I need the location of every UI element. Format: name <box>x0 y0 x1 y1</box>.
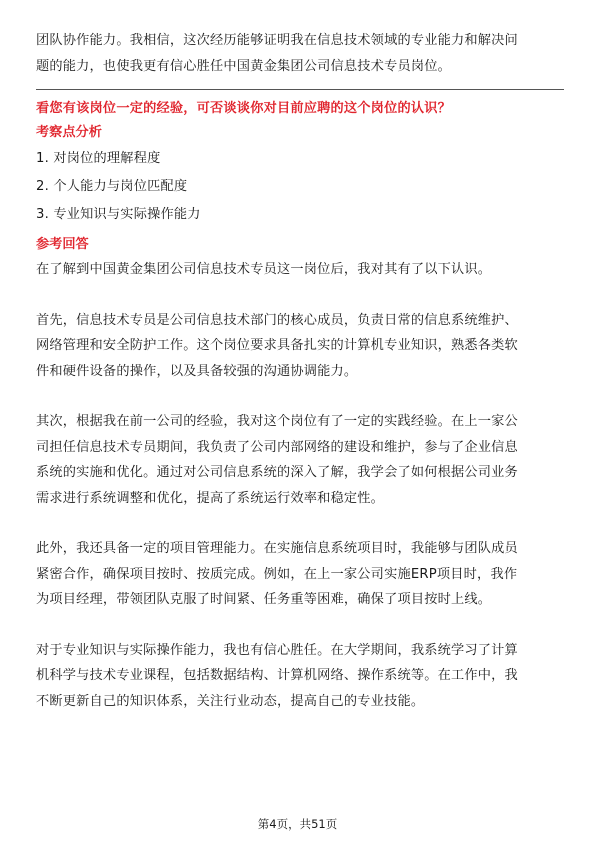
paragraph-line: 题的能力，也使我更有信心胜任中国黄金集团公司信息技术专员岗位。 <box>36 58 452 74</box>
answer-paragraph-3 <box>36 409 564 511</box>
page-number-footer: 第4页，共51页 <box>257 817 338 831</box>
paragraph-line: 系统的实施和优化。通过对公司信息系统的深入了解，我学会了如何根据公司业务 <box>36 465 518 480</box>
paragraph-gap <box>36 613 564 638</box>
paragraph-line: 在了解到中国黄金集团公司信息技术专员这一岗位后，我对其有了以下认识。 <box>36 262 492 277</box>
paragraph-line: 此外，我还具备一定的项目管理能力。在实施信息系统项目时，我能够与团队成员 <box>36 541 518 556</box>
list-item: 2. 个人能力与岗位匹配度 <box>36 179 188 194</box>
analysis-list <box>36 145 564 229</box>
answer-paragraph-5 <box>36 638 564 715</box>
paragraph-gap <box>36 384 564 409</box>
paragraph-gap <box>36 283 564 308</box>
paragraph-line: 对于专业知识与实际操作能力，我也有信心胜任。在大学期间，我系统学习了计算 <box>36 642 518 658</box>
question-heading: 看您有该岗位一定的经验，可否谈谈你对目前应聘的这个岗位的认识？ <box>36 101 452 116</box>
paragraph-gap <box>36 511 564 536</box>
paragraph-line: 不断更新自己的知识体系，关注行业动态，提高自己的专业技能。 <box>36 693 425 709</box>
list-item: 3. 专业知识与实际操作能力 <box>36 207 201 222</box>
answer-paragraph-1 <box>36 257 564 283</box>
answer-paragraph-2 <box>36 308 564 385</box>
answer-heading: 参考回答 <box>36 237 89 252</box>
paragraph-line: 件和硬件设备的操作，以及具备较强的沟通协调能力。 <box>36 363 358 379</box>
paragraph-line: 需求进行系统调整和优化，提高了系统运行效率和稳定性。 <box>36 490 385 506</box>
paragraph-line: 紧密合作，确保项目按时、按质完成。例如，在上一家公司实施ERP项目时，我作 <box>36 566 518 582</box>
top-paragraph <box>36 28 564 79</box>
answer-paragraph-4 <box>36 536 564 613</box>
paragraph-line: 为项目经理，带领团队克服了时间紧、任务重等困难，确保了项目按时上线。 <box>36 592 492 607</box>
list-item: 1. 对岗位的理解程度 <box>36 151 161 166</box>
paragraph-line: 机科学与技术专业课程，包括数据结构、计算机网络、操作系统等。在工作中，我 <box>36 668 518 683</box>
paragraph-line: 其次，根据我在前一公司的经验，我对这个岗位有了一定的实践经验。在上一家公 <box>36 414 518 429</box>
paragraph-line: 网络管理和安全防护工作。这个岗位要求具备扎实的计算机专业知识，熟悉各类软 <box>36 338 518 353</box>
paragraph-line: 司担任信息技术专员期间，我负责了公司内部网络的建设和维护，参与了企业信息 <box>36 439 518 455</box>
paragraph-line: 首先，信息技术专员是公司信息技术部门的核心成员，负责日常的信息系统维护、 <box>36 312 518 328</box>
section-divider <box>36 89 564 90</box>
analysis-heading: 考察点分析 <box>36 125 102 140</box>
page-content <box>36 28 564 714</box>
paragraph-line: 团队协作能力。我相信，这次经历能够证明我在信息技术领域的专业能力和解决问 <box>36 33 518 48</box>
